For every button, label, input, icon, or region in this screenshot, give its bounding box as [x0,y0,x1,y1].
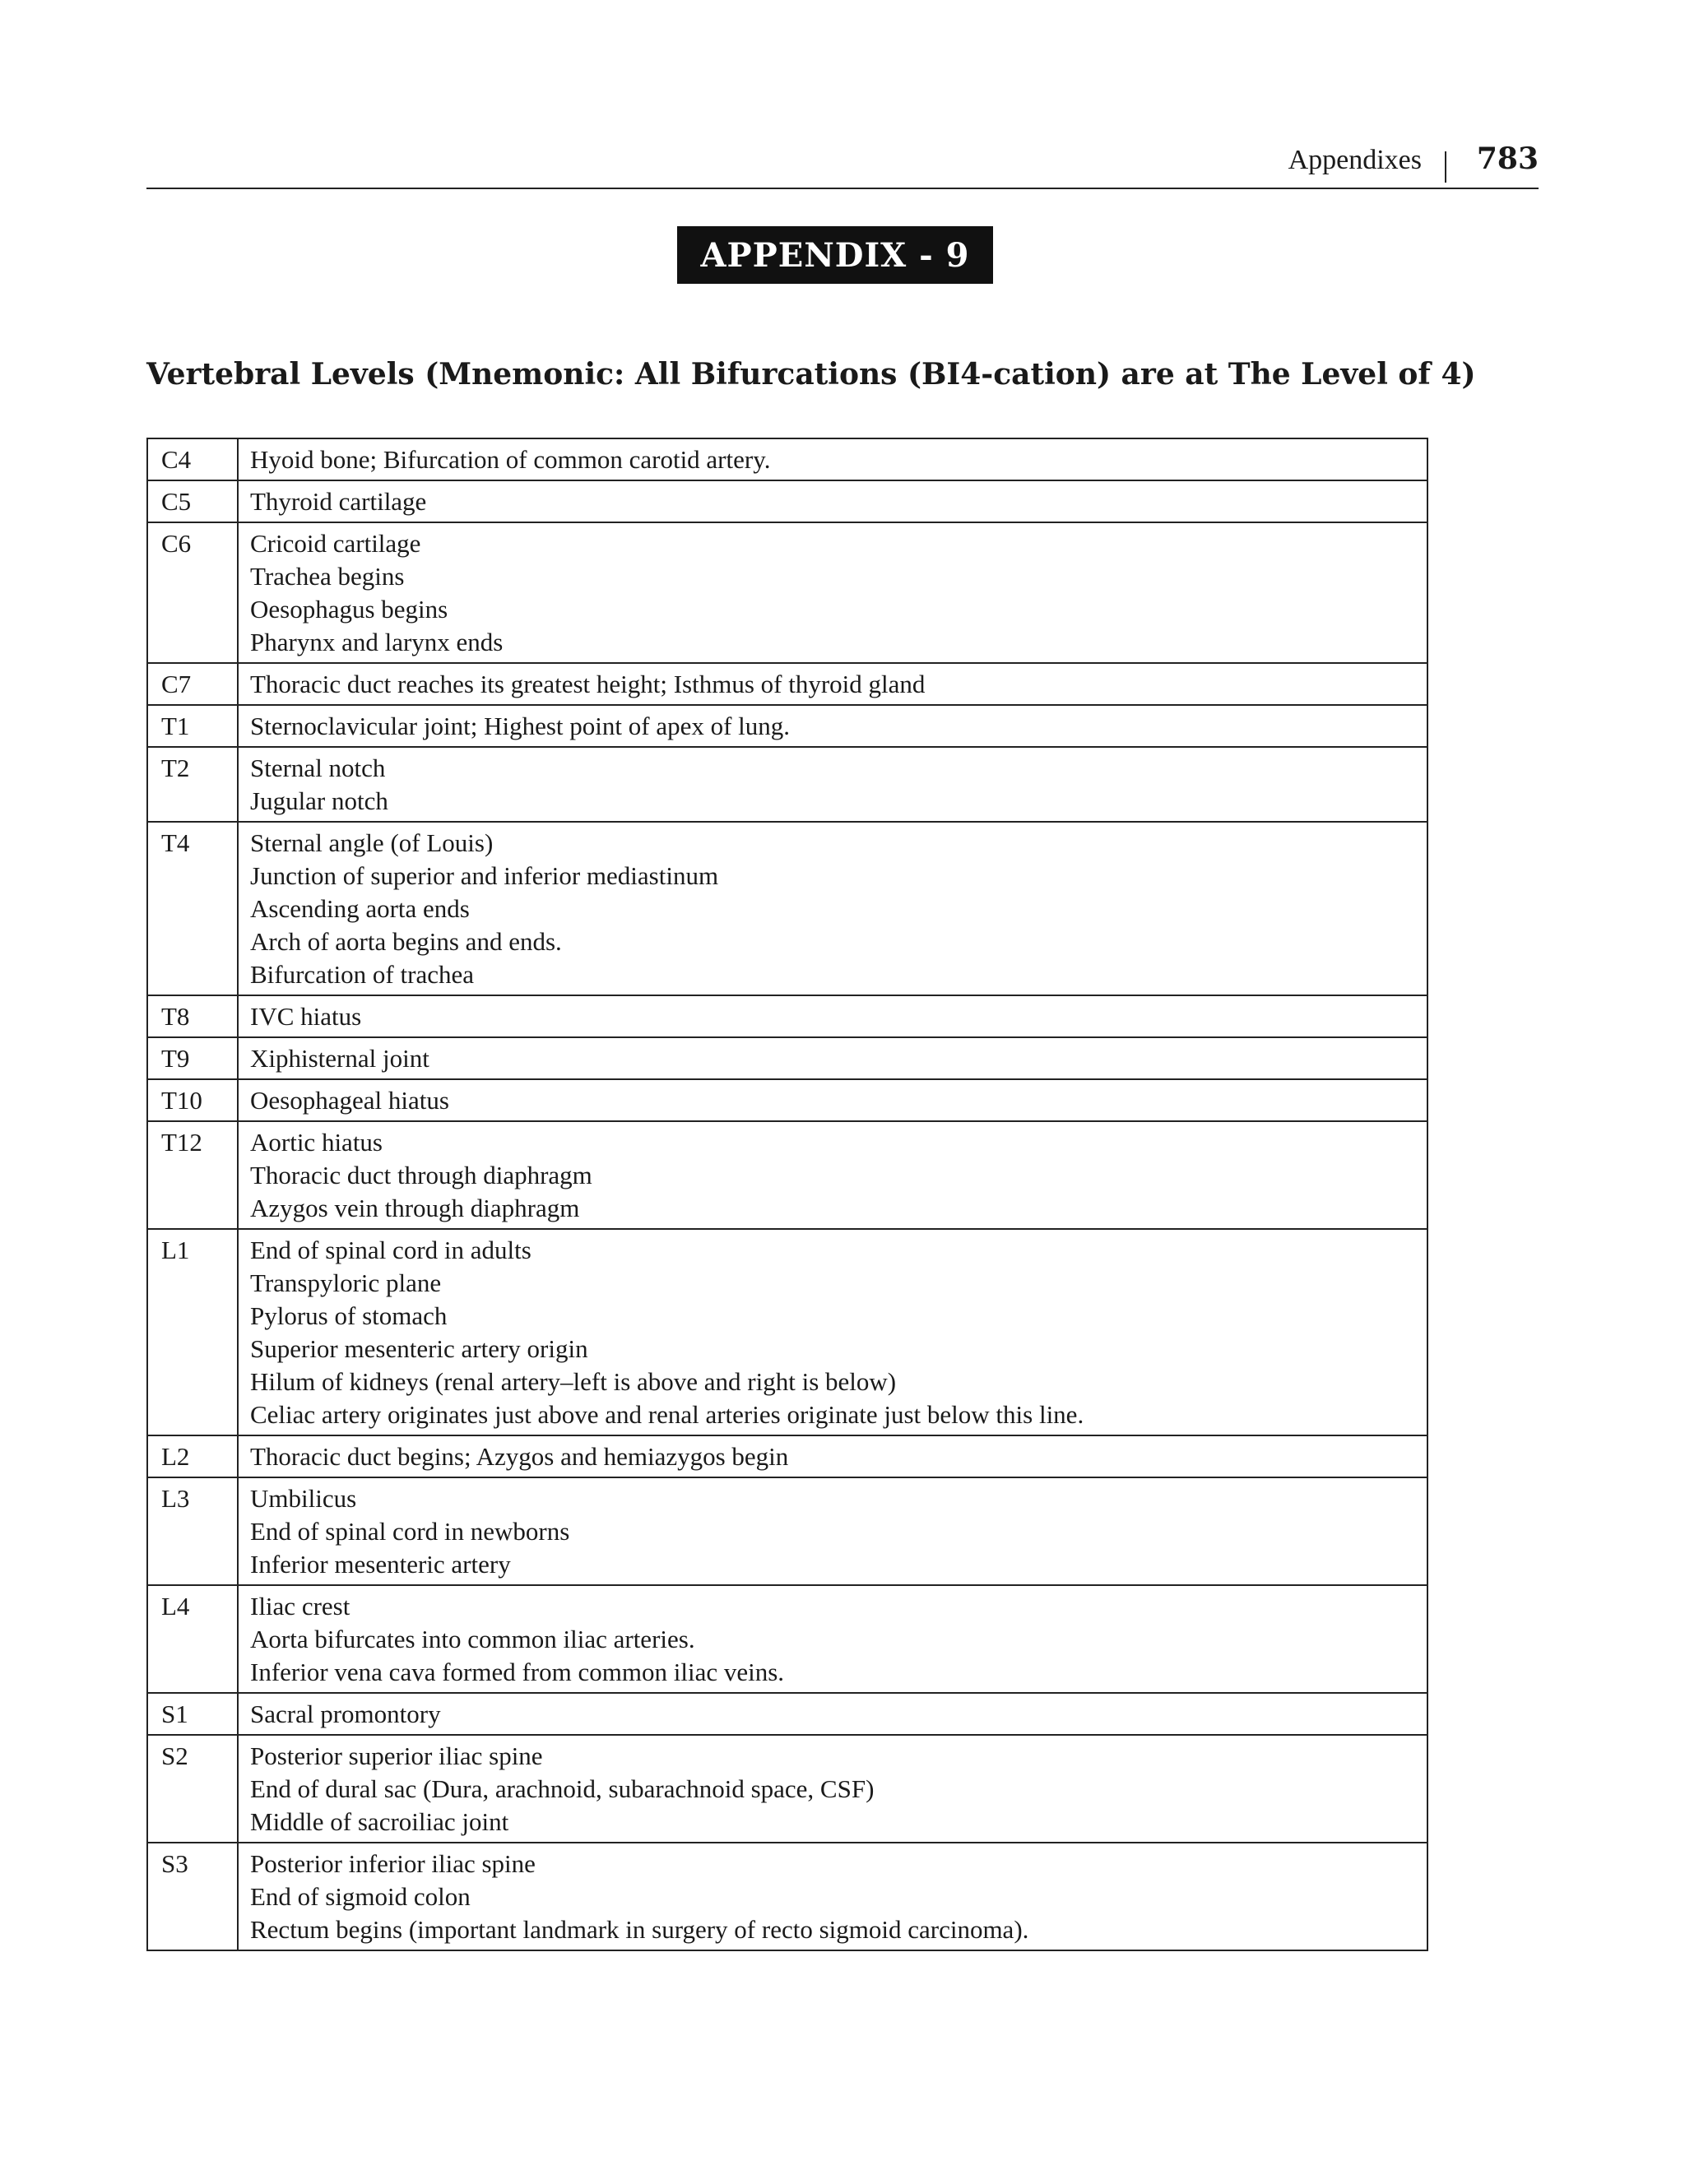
landmark-line: Jugular notch [250,786,388,815]
landmark-cell [238,1843,1427,1950]
landmark-cell [238,1435,1427,1477]
landmark-line: Ascending aorta ends [250,894,470,923]
vertebral-level-cell: C6 [147,522,238,663]
vertebral-level-cell: T2 [147,747,238,822]
landmark-line: Oesophagus begins [250,595,448,624]
landmark-line: Pylorus of stomach [250,1301,448,1330]
landmark-cell [238,1693,1427,1735]
table-row [147,995,1427,1037]
landmark-cell [238,438,1427,480]
table-row [147,1121,1427,1229]
table-row [147,1585,1427,1693]
landmark-line: End of sigmoid colon [250,1882,471,1911]
table-row [147,522,1427,663]
vertebral-level-cell: S2 [147,1735,238,1843]
landmark-line: End of dural sac (Dura, arachnoid, subarachnoid space, CSF) [250,1774,875,1803]
landmark-line: Cricoid cartilage [250,529,421,558]
landmark-line: Iliac crest [250,1592,350,1621]
table-row [147,705,1427,747]
landmark-line: Pharynx and larynx ends [250,628,504,656]
table-row [147,480,1427,522]
landmark-line: Middle of sacroiliac joint [250,1807,509,1836]
landmark-cell [238,1079,1427,1121]
landmark-line: Umbilicus [250,1484,357,1513]
vertebral-level-cell: T12 [147,1121,238,1229]
vertebral-level-cell: S1 [147,1693,238,1735]
landmark-cell [238,480,1427,522]
section-heading: Vertebral Levels (Mnemonic: All Bifurcations (BI4-cation) are at The Level of 4) [146,357,1476,392]
landmark-line: Rectum begins (important landmark in surgery of recto sigmoid carcinoma). [250,1915,1029,1944]
landmark-line: Inferior mesenteric artery [250,1550,511,1579]
landmark-cell [238,995,1427,1037]
table-row [147,1435,1427,1477]
landmark-line: Trachea begins [250,562,405,591]
landmark-line: Sternal angle (of Louis) [250,828,494,857]
landmark-cell [238,1585,1427,1693]
landmark-cell [238,522,1427,663]
vertebral-level-cell: T1 [147,705,238,747]
landmark-cell [238,1229,1427,1435]
landmark-line: Hyoid bone; Bifurcation of common carotid artery. [250,445,771,474]
appendix-banner: APPENDIX - 9 [677,226,993,284]
vertebral-level-cell: T10 [147,1079,238,1121]
landmark-line: Thoracic duct begins; Azygos and hemiazygos begin [250,1442,789,1471]
landmark-line: Celiac artery originates just above and renal arteries originate just below this line. [250,1400,1084,1429]
running-head [146,140,1539,189]
landmark-line: Azygos vein through diaphragm [250,1194,580,1222]
table-row [147,1735,1427,1843]
vertebral-level-cell: L1 [147,1229,238,1435]
table-row [147,438,1427,480]
vertebral-level-cell: T4 [147,822,238,995]
landmark-line: Posterior inferior iliac spine [250,1849,536,1878]
landmark-line: Thoracic duct reaches its greatest height; Isthmus of thyroid gland [250,670,926,698]
landmark-line: Inferior vena cava formed from common iliac veins. [250,1658,785,1686]
landmark-cell [238,663,1427,705]
landmark-cell [238,822,1427,995]
landmark-cell [238,705,1427,747]
vertebral-level-cell: C7 [147,663,238,705]
landmark-line: Thoracic duct through diaphragm [250,1161,592,1189]
vertebral-level-cell: L3 [147,1477,238,1585]
landmark-line: IVC hiatus [250,1002,362,1031]
vertebral-level-cell: L2 [147,1435,238,1477]
table-row [147,1079,1427,1121]
table-row [147,1037,1427,1079]
table-row [147,822,1427,995]
table-row [147,1693,1427,1735]
running-head-divider [1445,151,1446,183]
landmark-line: Oesophageal hiatus [250,1086,449,1115]
landmark-line: Superior mesenteric artery origin [250,1334,588,1363]
landmark-cell [238,1477,1427,1585]
table-row [147,663,1427,705]
vertebral-level-cell: T9 [147,1037,238,1079]
vertebral-level-cell: C4 [147,438,238,480]
landmark-line: Posterior superior iliac spine [250,1741,543,1770]
landmark-line: Xiphisternal joint [250,1044,429,1073]
table-row [147,1843,1427,1950]
table-body [147,438,1427,1950]
page-number: 783 [1476,141,1539,176]
table-row [147,747,1427,822]
landmark-line: Sternoclavicular joint; Highest point of apex of lung. [250,712,791,740]
landmark-line: Aorta bifurcates into common iliac arteries. [250,1625,695,1653]
landmark-cell [238,747,1427,822]
landmark-line: Transpyloric plane [250,1268,442,1297]
vertebral-level-cell: T8 [147,995,238,1037]
table-row [147,1229,1427,1435]
landmark-line: Arch of aorta begins and ends. [250,927,562,956]
landmark-line: Hilum of kidneys (renal artery–left is above and right is below) [250,1367,897,1396]
landmark-line: Sacral promontory [250,1699,441,1728]
landmark-line: Junction of superior and inferior mediastinum [250,861,719,890]
landmark-cell [238,1121,1427,1229]
landmark-line: Bifurcation of trachea [250,960,474,989]
landmark-line: End of spinal cord in newborns [250,1517,570,1546]
landmark-line: Sternal notch [250,754,386,782]
landmark-line: End of spinal cord in adults [250,1236,531,1264]
landmark-cell [238,1735,1427,1843]
landmark-line: Thyroid cartilage [250,487,427,516]
table-row [147,1477,1427,1585]
running-head-section: Appendixes [1288,145,1422,175]
landmark-line: Aortic hiatus [250,1128,383,1157]
vertebral-level-cell: L4 [147,1585,238,1693]
vertebral-levels-table [146,438,1428,1951]
landmark-cell [238,1037,1427,1079]
vertebral-level-cell: S3 [147,1843,238,1950]
vertebral-level-cell: C5 [147,480,238,522]
